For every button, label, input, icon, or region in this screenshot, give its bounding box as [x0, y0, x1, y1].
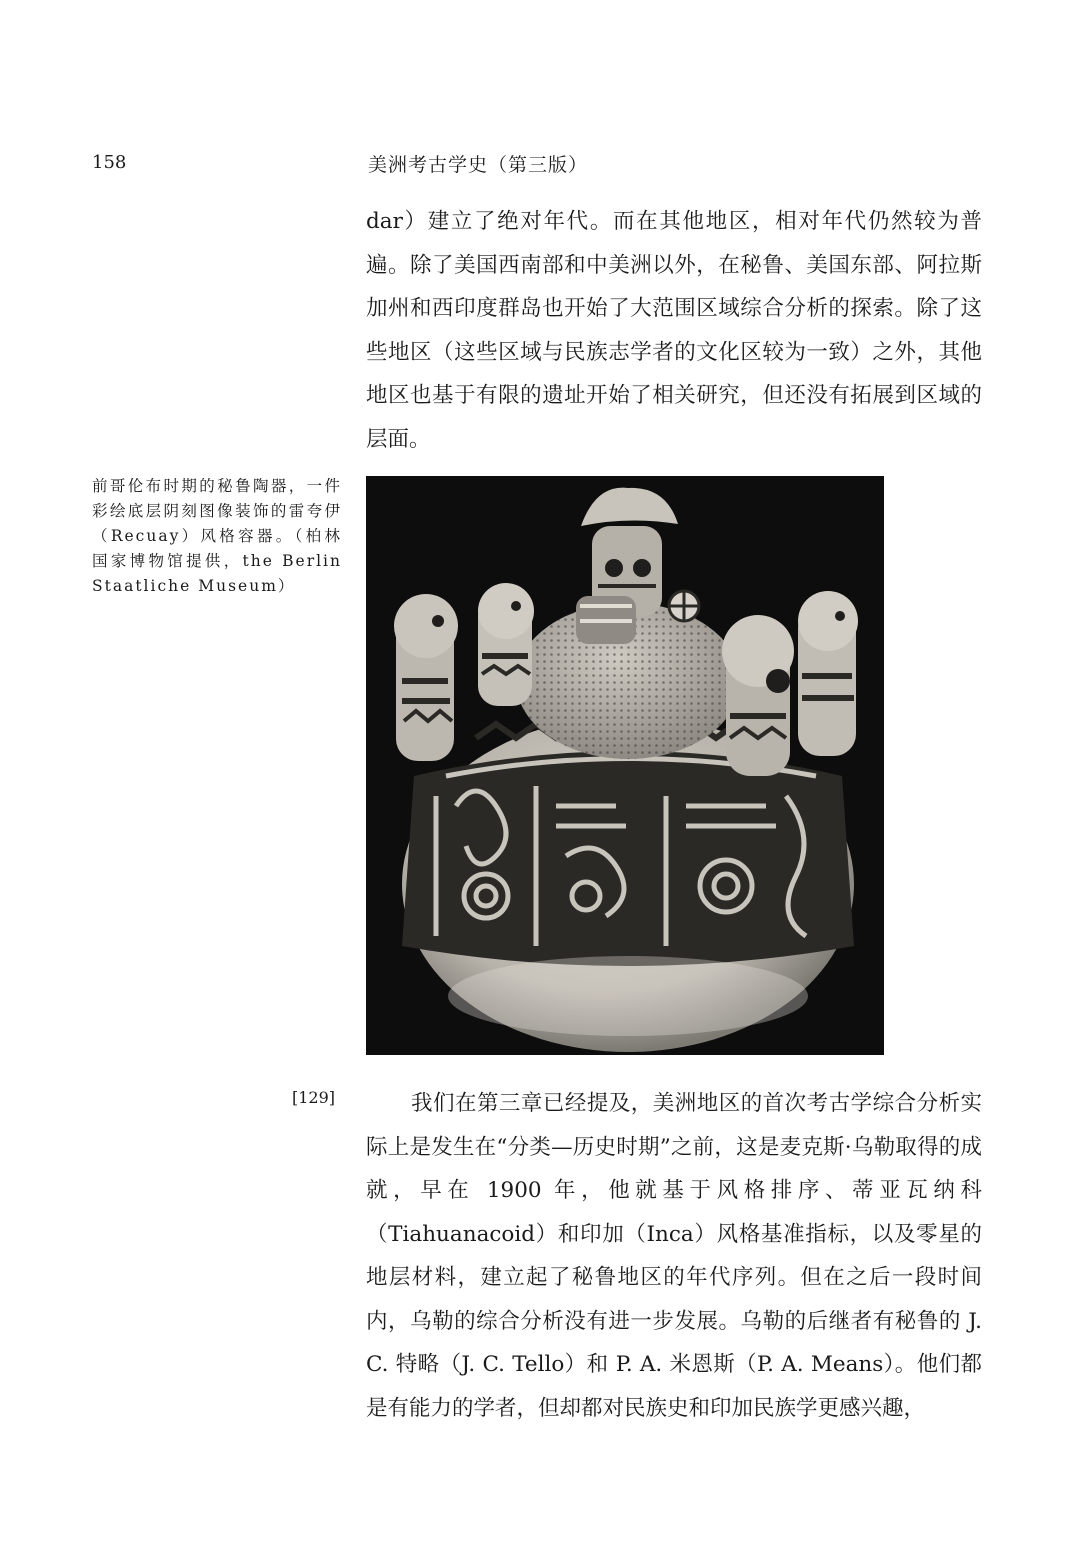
- recuay-vessel-photo: [366, 476, 884, 1055]
- margin-page-reference: [129]: [292, 1088, 336, 1107]
- body-paragraph-top: dar）建立了绝对年代。而在其他地区，相对年代仍然较为普遍。除了美国西南部和中美洲以外，在秘鲁、美国东部、阿拉斯加州和西印度群岛也开始了大范围区域综合分析的探索。除了这些地区（这些区域与民族志学者的文化区较为一致）之外，其他地区也基于有限的遗址开始了相关研究，但还没有拓展到区域的层面。: [366, 209, 982, 452]
- page-number: 158: [92, 152, 127, 173]
- running-head-title: 美洲考古学史（第三版）: [368, 154, 589, 176]
- figure-caption: 前哥伦布时期的秘鲁陶器，一件彩绘底层阴刻图像装饰的雷夸伊（Recuay）风格容器。（柏林国家博物馆提供，the Berlin Staatliche Museum）: [92, 477, 342, 595]
- body-paragraph-bottom: 我们在第三章已经提及，美洲地区的首次考古学综合分析实际上是发生在“分类—历史时期”之前，这是麦克斯·乌勒取得的成就，早在 1900 年，他就基于风格排序、蒂亚瓦纳科（Tiahuanacoid）和印加（Inca）风格基准指标，以及零星的地层材料，建立起了秘鲁地区的年代序列。但在之后一段时间内，乌勒的综合分析没有进一步发展。乌勒的后继者有秘鲁的 J. C. 特略（J. C. Tello）和 P. A. 米恩斯（P. A. Means）。他们都是有能力的学者，但却都对民族史和印加民族学更感兴趣，: [366, 1091, 982, 1421]
